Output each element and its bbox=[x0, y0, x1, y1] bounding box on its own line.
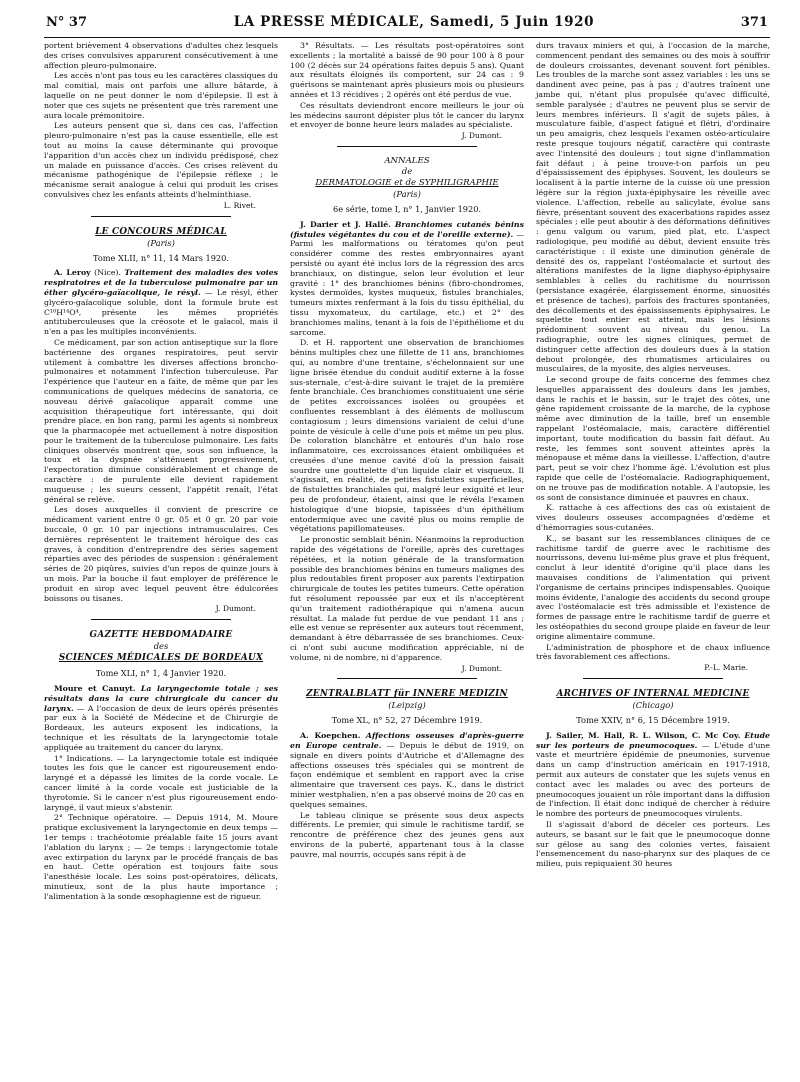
paragraph: Ces résultats deviendront encore meilleurs le jour où les médecins sauront dépister plus tôt le cancer du larynx et envoyer de bonne heure leurs malades au spécialiste. bbox=[290, 100, 524, 130]
divider bbox=[337, 678, 477, 679]
paragraph: Le second groupe de faits concerne des femmes chez lesquelles apparaissent des douleurs dans les jambes, dans le rachis et le bassin, sur le trajet des côtes, une gêne rapidement croissante de la marche, de la cyphose même avec diminution de la taille, bref un ensemble rappelant l'ostéomalacie, mais, caractère différentiel important, toute modification du bassin fait défaut. Au reste, les femmes sont souvent atteintes après la ménopause et même dans la vieillesse. L'affection, d'autre part, peut se voir chez l'homme âgé. L'évolution est plus rapide que celle de l'ostéomalacie. Radiographiquement, on ne trouve pas de modification notable. A l'autopsie, les os sont de consistance diminuée et pauvres en chaux. bbox=[536, 375, 770, 502]
paragraph: Le tableau clinique se présente sous deux aspects différents. Le premier, qui simule le rachitisme tardif, se rencontre de préférence chez des jeunes gens aux environs de la puberté, appartenant tous à la classe pauvre, mal nourris, occupés sans répit à de bbox=[290, 810, 524, 859]
article-title: Traitement des maladies des voies respiratoires et de la tuberculose pulmonaire par un éther glycéro-gaïacolique, le résyl. bbox=[44, 268, 279, 297]
divider bbox=[337, 146, 477, 147]
journal-title: ANNALES bbox=[384, 155, 430, 166]
article-title: Affections osseuses d'après-guerre en Europe centrale. bbox=[290, 731, 524, 751]
divider bbox=[583, 678, 723, 679]
page-header bbox=[44, 14, 770, 38]
journal-title: GAZETTE HEBDOMADAIRE bbox=[89, 630, 233, 641]
divider bbox=[91, 619, 231, 620]
signature: J. Dumont. bbox=[461, 131, 502, 141]
author: A. Koepchen. bbox=[300, 731, 361, 741]
paragraph: 1° Indications. — La laryngectomie totale est indiquée toutes les fois que le cancer est rigoureusement endo-laryngé et a dépassé les limites de la corde vocale. Le cancer limité à la corde vocale est justiciable de la thyrotomie. Si le cancer n'est plus rigoureusement endo-laryngé, il vaut mieux s'abstenir. bbox=[44, 753, 278, 812]
journal-city: (Paris) bbox=[147, 237, 175, 248]
paragraph: K., se basant sur les ressemblances cliniques de ce rachitisme tardif de guerre avec le rachitisme des nourrissons, devenu lui-même plus grave et plus fréquent, conclut à leur identité d'origine qu'il place dans les mauvaises conditions de l'alimentation qui privent l'organisme de certains principes indispensables. Quoique moins évidente, l'analogie des accidents du second groupe avec l'ostéomalacie est très admissible et l'existence de formes de passage entre le rachitisme tardif de guerre et les ostéopathies du second groupe plaide en faveur de leur origine alimentaire commune. bbox=[536, 533, 770, 641]
issue-number: N° 37 bbox=[46, 15, 87, 30]
paragraph: portent brièvement 4 observations d'adultes chez lesquels des crises convulsives apparurent consécutivement à une affection pleuro-pulmonaire. bbox=[44, 41, 278, 70]
paragraph: durs travaux miniers et qui, à l'occasion de la marche, commencent pendant des semaines ou des mois à souffrir de douleurs croissantes, devenant souvent fort pénibles. Les troubles de la marche sont assez variables : les uns se dandinent avec peine, pas à pas ; d'autres traînent une jambe qui, n'étant plus propulsée qu'avec difficulté, semble paralysée ; d'autres ne peuvent plus se servir de leurs membres inférieurs. Il s'agit de sujets pâles, à musculature faible, d'aspect fatigué et flétri, d'ordinaire un peu amaigris, chez lesquels l'examen ostéo-articulaire reste presque toujours négatif, caractère qui contraste avec l'intensité des douleurs ; tout signe d'inflammation fait défaut ; à peine trouve-t-on parfois un peu d'épaississement des épiphyses. Souvent, les douleurs se localisent à la partie interne de la cuisse où une pression légère sur la région juxta-épiphysaire les réveille avec violence. L'affection, rebelle au salicylate, évolue sans fièvre, présentant souvent des exacerbations rapides assez spéciales ; elle peut aboutir à des déformations définitives : genu valgum ou varum, pied plat, etc. L'aspect radiologique, peu modifié au début, devient ensuite très caractéristique : il existe une diminution générale de densité des os, rappelant l'ostéomalacie et surtout des altérations manifestes de la ligne diaphyso-épiphysaire semblables à celles du rachitisme du nourrisson (persistance exagérée, élargissement énorme, sinuosités et présence de taches), parfois des fractures spontanées, des décollements et des épaississements épiphysaires. Le squelette tout entier est atteint, mais les lésions prédominent souvent au niveau du genou. La radiographie, outre les signes cliniques, permet de distinguer cette affection des douleurs dues à la station debout prolongée, des rhumatismes articulaires ou musculaires, de la myosite, des algies nerveuses. bbox=[536, 41, 770, 374]
paragraph: Les accès n'ont pas tous eu les caractères classiques du mal comitial, mais ont parfois une allure bâtarde, à laquelle on ne peut donner le nom d'épilepsie. Il est à noter que ces sujets ne présentent que très rarement une aura locale prémonitoire. bbox=[44, 71, 278, 120]
article-title: La laryngectomie totale ; ses résultats dans la cure chirurgicale du cancer du larynx. bbox=[44, 684, 278, 713]
paragraph: Ce médicament, par son action antiseptique sur la flore bactérienne des organes respiratoires, peut servir utilement à combattre les diverses affections broncho-pulmonaires et notamment l'infection tuberculeuse. Par l'expérience que l'auteur en a faite, de même que par les communications de quelques médecins de sanatoria, ce nouveau dérivé gaïacolique apparaît comme une acquisition thérapeutique fort intéressante, qui doit prendre place, en bon rang, parmi les agents si nombreux que la pharmacopée met actuellement à notre disposition pour le traitement de la tuberculose pulmonaire. Les faits cliniques observés montrent que, sous son influence, la toux et la dyspnée s'atténuent progressivement, l'expectoration diminue considérablement et change de caractère : de purulente elle devient rapidement muqueuse ; les sueurs cessent, l'appétit renaît, l'état général se relève. bbox=[44, 337, 278, 504]
journal-title: DERMATOLOGIE et de SYPHILIGRAPHIE bbox=[315, 177, 499, 188]
column-left bbox=[44, 41, 278, 903]
paragraph: 2° Technique opératoire. — Depuis 1914, M. Moure pratique exclusivement la laryngectomie en deux temps — 1er temps : trachéotomie préalable faite 15 jours avant l'ablation du larynx ; — 2e temps : laryngectomie totale avec extirpation du larynx par le procédé français de bas en haut. Cette opération est toujours faite sous l'anesthésie locale. Les soins post-opératoires, délicats, minutieux, sont de la plus haute importance ; l'alimentation à la sonde œsophagienne est de rigueur. bbox=[44, 813, 278, 901]
article-title: Branchiomes cutanés bénins (fistules végétantes du cou et de l'oreille externe). bbox=[290, 219, 524, 239]
paragraph: Les doses auxquelles il convient de prescrire ce médicament varient entre 0 gr. 05 et 0 gr. 20 par voie buccale, 0 gr. 10 par injections intramusculaires. Ces dernières représentent le traitement héroïque des cas graves, à condition d'entreprendre des séries sagement réparties avec des périodes de suspension : généralement séries de 20 piqûres, suivies d'un repos de quinze jours à un mois. Par la bouche il faut employer de préférence le produit en sirop avec lequel peuvent être édulcorées boissons ou tisanes. bbox=[44, 505, 278, 603]
signature: J. Dumont. bbox=[461, 663, 502, 673]
paragraph: Le pronostic semblait bénin. Néanmoins la reproduction rapide des végétations de l'oreille, après des curettages répétées, et la notion générale de la transformation possible des branchiomes bénins en tumeurs malignes des plus redoutables firent proposer aux parents l'extirpation chirurgicale de toutes les petites tumeurs. Cette opération fut résolument repoussée par eux et ils n'acceptèrent qu'un traitement radiothérapique qui n'amena aucun résultat. La malade fut perdue de vue pendant 11 ans ; elle est venue se représenter aux auteurs tout récemment, demandant à être débarrassée de ses branchiomes. Ceux-ci n'ont subi aucune modification appréciable, ni de volume, ni de nombre, ni d'apparence. bbox=[290, 535, 524, 662]
journal-title: ZENTRALBLATT für INNERE MEDIZIN bbox=[306, 689, 508, 700]
journal-title-connector: de bbox=[401, 166, 413, 177]
journal-title: LE CONCOURS MÉDICAL bbox=[95, 226, 227, 237]
paragraph: K. rattache à ces affections des cas où existaient de vives douleurs osseuses accompagnées d'œdème et d'hémorragies sous-cutanées. bbox=[536, 503, 770, 533]
text-columns bbox=[44, 41, 770, 903]
paragraph: Il s'agissait d'abord de déceler ces porteurs. Les auteurs, se basant sur le fait que le pneumocoque donne sur gélose au sang des colonies vertes, faisaient l'ensemencement du naso-pharynx sur des plaques de ce milieu, puis repiquaient 30 heures bbox=[536, 819, 770, 869]
divider bbox=[91, 216, 231, 217]
abstract: A. Koepchen. Affections osseuses d'après-guerre en Europe centrale. — Depuis le début de 1919, on signale en divers points d'Autriche et d'Allemagne des affections osseuses très spéciales qui se montrent de façon endémique et semblent en rapport avec la crise alimentaire que traversent ces pays. K., dans le district minier westphalien, n'en a pas observé moins de 20 cas en quelques semaines. bbox=[290, 731, 524, 809]
paragraph: Les auteurs pensent que si, dans ces cas, l'affection pleuro-pulmonaire n'est pas la cause essentielle, elle est tout au moins la cause déterminante qui provoque l'apparition d'un accès chez un individu prédisposé, chez un malade en puissance d'accès. Ces crises relèvent du mécanisme pathogénique de l'épilepsie réflexe ; le mécanisme serait analogue à celui qui produit les crises convulsives chez les enfants atteints d'helminthiase. bbox=[44, 121, 278, 199]
journal-issue: 6e série, tome I, n° 1, Janvier 1920. bbox=[332, 203, 482, 214]
author: Moure et Canuyt. bbox=[54, 684, 136, 694]
journal-city: (Leipzig) bbox=[388, 700, 426, 711]
column-right bbox=[536, 41, 770, 903]
paragraph: D. et H. rapportent une observation de branchiomes bénins multiples chez une fillette de 11 ans, branchiomes qui, au nombre d'une trentaine, s'échelonnaient sur une ligne brisée étendue du conduit auditif externe à la fosse sus-sternale, c'est-à-dire suivant le trajet de la première fente branchiale. Ces branchiomes constituaient une série de petites excroissances isolées ou groupées et confluentes ressemblant à des éléments de molluscum contagiosum ; leurs dimensions variaient de celui d'une pointe de vésicule à celle d'une pois et même un peu plus. De coloration blanchâtre et entourés d'un halo rose inflammatoire, ces excroissances étaient ombiliquées et creusées d'une menue cavité d'où la pression faisait sourdre une gouttelette d'un liquide clair et visqueux. Il s'agissait, en réalité, de petites fistulettes superficielles, de fistulettes branchiales qui, malgré leur exiguïté et leur peu de profondeur, étaient, ainsi que le révéla l'examen histologique d'une biopsie, tapissées d'un épithélium entodermique avec une cavité plus ou moins remplie de végétations papillomateuses. bbox=[290, 338, 524, 534]
author: J. Darier et J. Hallé. bbox=[300, 219, 391, 229]
journal-city: (Chicago) bbox=[632, 700, 674, 710]
article-title: Etude sur les porteurs de pneumocoques. bbox=[536, 730, 770, 750]
journal-issue: Tome XXIV, n° 6, 15 Décembre 1919. bbox=[576, 715, 730, 725]
paragraph: 3° Résultats. — Les résultats post-opératoires sont excellents ; la mortalité a baissé de 90 pour 100 à 8 pour 100 (2 décès sur 24 opérations faites depuis 5 ans). Quant aux résultats éloignés ils comportent, sur 24 cas : 9 guérisons se maintenant après plusieurs mois ou plusieurs années et 13 récidives ; 2 opérés ont été perdus de vue. bbox=[290, 41, 524, 99]
page-number: 371 bbox=[740, 15, 768, 30]
journal-title-connector: des bbox=[153, 641, 169, 652]
author: A. Leroy bbox=[54, 268, 91, 278]
signature: P.-L. Marie. bbox=[704, 663, 748, 673]
journal-title: SCIENCES MÉDICALES DE BORDEAUX bbox=[58, 653, 264, 664]
signature: J. Dumont. bbox=[215, 604, 256, 614]
journal-issue: Tome XL, n° 52, 27 Décembre 1919. bbox=[331, 715, 483, 726]
journal-issue: Tome XLI, n° 1, 4 Janvier 1920. bbox=[95, 668, 227, 679]
abstract: A. Leroy (Nice). Traitement des maladies des voies respiratoires et de la tuberculose pulmonaire par un éther glycéro-gaïacolique, le résyl. — Le résyl, éther glycéro-gaïacolique soluble, dont la formule brute est C¹⁰H¹⁴O⁴, présente les mêmes propriétés antituberculeuses que la créosote et le gaïacol, mais il n'en a pas les multiples inconvénients. bbox=[44, 268, 279, 337]
journal-issue: Tome XLII, n° 11, 14 Mars 1920. bbox=[93, 252, 229, 263]
journal-city: (Paris) bbox=[393, 188, 421, 199]
journal-title: ARCHIVES OF INTERNAL MEDICINE bbox=[556, 689, 750, 699]
running-title: LA PRESSE MÉDICALE, Samedi, 5 Juin 1920 bbox=[233, 14, 595, 30]
author: J. Sailer, M. Hall, R. L. Wilson, C. Mc Coy. bbox=[546, 730, 741, 740]
abstract: Moure et Canuyt. La laryngectomie totale ; ses résultats dans la cure chirurgicale du cancer du larynx. — A l'occasion de deux de leurs opérés présentés par eux à la Société de Médecine et de Chirurgie de Bordeaux, les auteurs exposent les indications, la technique et les résultats de la laryngectomie totale appliquée au traitement du cancer du larynx. bbox=[44, 684, 278, 752]
abstract: J. Sailer, M. Hall, R. L. Wilson, C. Mc Coy. Etude sur les porteurs de pneumocoques. — L'étude d'une vaste et meurtrière épidémie de pneumonies, survenue dans un camp d'instruction américain en 1917-1918, permit aux auteurs de constater que les sujets venus en contact avec les malades ou avec des porteurs de pneumocoques jouaient un rôle important dans la diffusion de l'infection. Il était donc indiqué de chercher à réduire le nombre des porteurs de pneumocoques virulents. bbox=[536, 730, 770, 819]
signature: L. Rivet. bbox=[223, 200, 256, 210]
abstract: J. Darier et J. Hallé. Branchiomes cutanés bénins (fistules végétantes du cou et de l'oreille externe). — Parmi les malformations ou tératomes qu'on peut considérer comme des restes embryonnaires ayant persisté ou ayant été inclus lors de la régression des arcs branchiaux, on distingue, selon leur évolution et leur gravité : 1° des branchiomes bénins (fibro-chondromes, kystes dermoïdes, kystes muqueux, fistules branchiales, tumeurs mixtes renfermant à la fois du tissu épithélial, du tissu myxomateux, du cartilage, etc.) et 2° des branchiomes malins, tenant à la fois de l'épithéliome et du sarcome. bbox=[290, 219, 524, 337]
column-middle bbox=[290, 41, 524, 903]
paragraph: L'administration de phosphore et de chaux influence très favorablement ces affections. bbox=[536, 642, 770, 662]
